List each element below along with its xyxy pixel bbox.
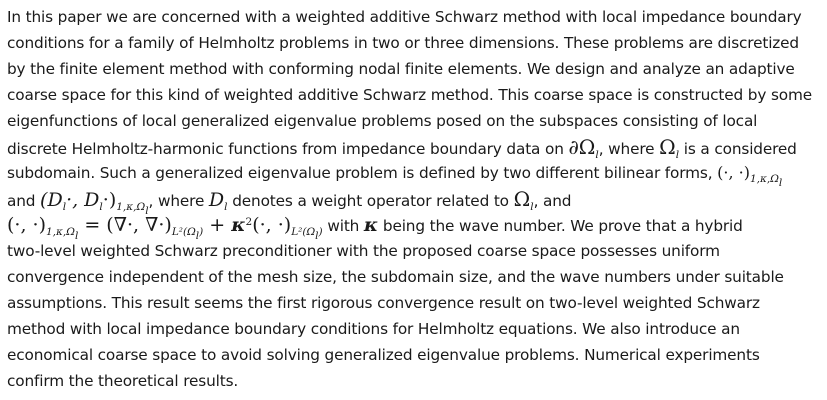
text-segment: and bbox=[7, 192, 41, 210]
text-segment: denotes a weight operator related to bbox=[227, 192, 514, 210]
math-omega: $\Omega_l$ bbox=[513, 187, 534, 213]
text-line: conditions for a family of Helmholtz problems in two or three dimensions. These problems are discretized bbox=[7, 34, 799, 52]
math-omega: $\Omega_l$ bbox=[659, 135, 680, 161]
text-line bbox=[7, 212, 819, 242]
text-line: In this paper we are concerned with a weighted additive Schwarz method with local impedance boundary bbox=[7, 8, 802, 26]
text-segment: , and bbox=[533, 192, 572, 210]
text-segment: subdomain. Such a generalized eigenvalue problem is defined by two different bilinear forms, bbox=[7, 164, 718, 182]
text-line bbox=[7, 186, 819, 217]
math-boundary-omega: $\partial\Omega_l$ bbox=[568, 135, 599, 161]
text-line: confirm the theoretical results. bbox=[7, 372, 239, 390]
text-segment: being the wave number. We prove that a hybrid bbox=[378, 217, 743, 235]
text-line: two-level weighted Schwarz preconditioner with the proposed coarse space possesses uniform bbox=[7, 242, 720, 260]
text-line: economical coarse space to avoid solving generalized eigenvalue problems. Numerical experiments bbox=[7, 346, 760, 364]
text-segment: , where bbox=[598, 140, 660, 158]
text-line: by the finite element method with conforming nodal finite elements. We design and analyze an adaptive bbox=[7, 60, 795, 78]
math-bilinear-form: (·, $\cdot)_{1,\kappa,\Omega_l}$ bbox=[717, 163, 783, 189]
text-line: coarse space for this kind of weighted additive Schwarz method. This coarse space is constructed by some bbox=[7, 86, 813, 104]
math-weight-operator: $D_l$ bbox=[208, 189, 228, 213]
text-line bbox=[7, 160, 819, 189]
text-line: convergence independent of the mesh size, the subdomain size, and the wave numbers under suitable bbox=[7, 268, 784, 286]
text-line: assumptions. This result seems the first rigorous convergence result on two-level weighted Schwarz bbox=[7, 294, 760, 312]
text-segment: is a considered bbox=[679, 140, 797, 158]
math-weighted-form: ($D_l\cdot$, $D_l\cdot)_{1,\kappa,\Omega_l}$ bbox=[40, 189, 149, 217]
text-line: method with local impedance boundary conditions for Helmholtz equations. We also introduce an bbox=[7, 320, 740, 338]
text-segment: discrete Helmholtz-harmonic functions from impedance boundary data on bbox=[7, 140, 569, 158]
math-form-definition: (·, $\cdot)_{1,\kappa,\Omega_l}$ = (∇·, $\nabla\cdot)_{L^2(\Omega_l)} + \kappa^2(\cdot$, $\cdot)_{L^2(\Omega_l)}$ bbox=[7, 214, 323, 242]
text-segment: , where bbox=[148, 192, 209, 210]
text-line bbox=[7, 134, 819, 160]
text-segment: with bbox=[322, 217, 364, 235]
math-kappa: κ bbox=[363, 214, 379, 236]
text-line: eigenfunctions of local generalized eigenvalue problems posed on the subspaces consisting of local bbox=[7, 112, 758, 130]
